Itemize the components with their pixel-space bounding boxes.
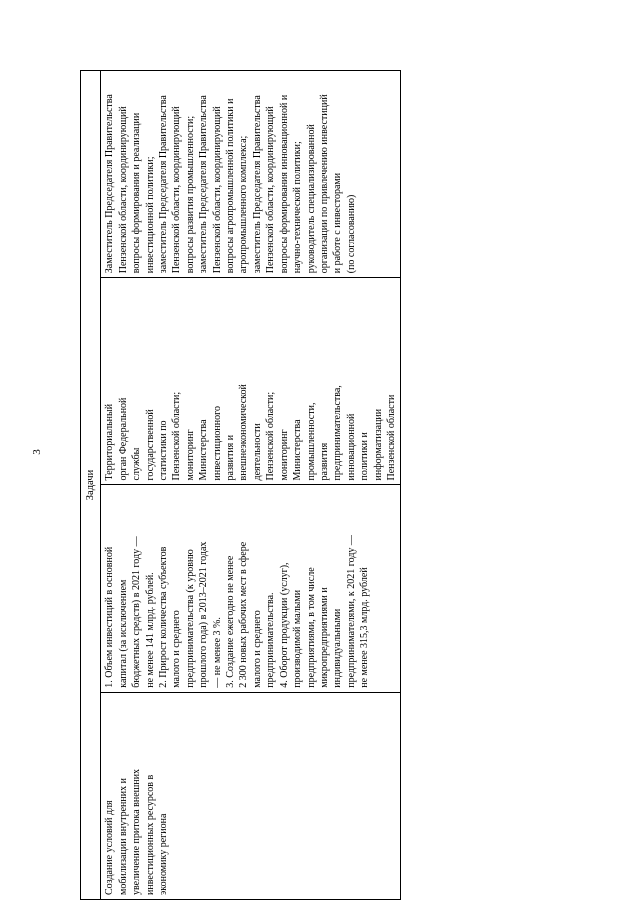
text-line: Пензенской области;: [171, 391, 183, 481]
text-line: деятельности: [251, 423, 263, 481]
text-line: мобилизации внутренних и: [117, 778, 129, 895]
text-line: (по согласованию): [345, 194, 357, 274]
tasks-table: [80, 70, 401, 900]
text-line: инвестиционных ресурсов в: [144, 774, 156, 895]
text-line: Пензенской области, координирующий: [265, 106, 277, 274]
text-line: Министерства: [198, 419, 210, 481]
text-line: инвестиционного: [211, 406, 223, 481]
text-line: микропредприятиями и: [318, 587, 330, 688]
text-line: Территориальный: [104, 403, 116, 481]
rotated-table-wrapper: [80, 70, 460, 900]
text-line: научно-технической политики;: [292, 141, 304, 274]
text-line: мониторинг: [184, 429, 196, 481]
text-line: вопросы формирования инновационной и: [278, 94, 290, 274]
text-line: 3. Создание ежегодно не менее: [225, 555, 237, 688]
text-line: 4. Оборот продукции (услуг),: [278, 562, 290, 688]
text-line: капитал (за исключением: [117, 579, 129, 688]
text-line: информатизации: [372, 408, 384, 481]
text-line: предпринимательства (к уровню: [184, 549, 196, 688]
table-header-cell: Задачи: [81, 71, 101, 900]
text-line: производимой малыми: [292, 589, 304, 688]
indicators-cell: [101, 485, 401, 692]
text-line: предпринимательства.: [265, 592, 277, 688]
text-line: 2 300 новых рабочих мест в сфере: [238, 541, 250, 688]
text-line: Пензенской области;: [265, 391, 277, 481]
text-line: не менее 315,3 млрд. рублей: [359, 567, 371, 688]
text-line: инвестиционной политики;: [144, 156, 156, 274]
text-line: статистики по: [158, 420, 170, 481]
page-number: 3: [31, 449, 43, 455]
text-line: 2. Прирост количества субъектов: [158, 546, 170, 688]
text-line: вопросы развития промышленности;: [184, 115, 196, 274]
text-line: малого и среднего: [251, 610, 263, 688]
task-cell: [101, 692, 401, 899]
text-line: Создание условий для: [104, 800, 116, 895]
monitoring-cell: [101, 278, 401, 485]
text-line: развития и: [225, 434, 237, 481]
text-line: вопросы агропромышленной политики и: [225, 98, 237, 274]
text-line: предпринимательства,: [332, 385, 344, 481]
text-line: службы: [131, 447, 143, 481]
text-line: Заместитель Председателя Правительства: [104, 94, 116, 274]
text-line: экономику региона: [158, 813, 170, 895]
text-line: развития: [318, 442, 330, 481]
text-line: бюджетных средств) в 2021 году —: [131, 536, 143, 688]
text-line: мониторинг: [278, 429, 290, 481]
text-line: Пензенской области: [385, 394, 397, 481]
text-line: не менее 141 млрд. рублей.: [144, 572, 156, 688]
text-line: Пензенской области, координирующий: [171, 106, 183, 274]
text-line: предприятиями, в том числе: [305, 567, 317, 688]
text-line: увеличение притока внешних: [131, 768, 143, 895]
text-line: прошлого года) в 2013–2021 годах: [198, 541, 210, 688]
text-line: заместитель Председателя Правительства: [198, 95, 210, 274]
table-row: [101, 71, 401, 900]
text-line: индивидуальными: [332, 608, 344, 688]
text-line: промышленности,: [305, 402, 317, 481]
text-line: организации по привлечению инвестиций: [318, 94, 330, 274]
text-line: и работе с инвесторами: [332, 172, 344, 274]
text-line: государственной: [144, 409, 156, 481]
text-line: Пензенской области, координирующий: [117, 106, 129, 274]
text-line: — не менее 3 %.: [211, 617, 223, 688]
text-line: инновационной: [345, 413, 357, 481]
text-line: внешнеэкономической: [238, 384, 250, 481]
text-line: 1. Объем инвестиций в основной: [104, 546, 116, 688]
text-line: вопросы формирования и реализации: [131, 112, 143, 274]
responsible-cell: [101, 71, 401, 278]
text-line: заместитель Председателя Правительства: [251, 95, 263, 274]
text-line: заместитель Председателя Правительства: [158, 95, 170, 274]
text-line: малого и среднего: [171, 610, 183, 688]
text-line: орган Федеральной: [117, 397, 129, 481]
text-line: Министерства: [292, 419, 304, 481]
table-header-row: [81, 71, 101, 900]
text-line: политики и: [359, 432, 371, 481]
text-line: агропромышленного комплекса;: [238, 135, 250, 274]
text-line: руководитель специализированной: [305, 124, 317, 274]
text-line: предпринимателями, к 2021 году —: [345, 535, 357, 688]
text-line: Пензенской области, координирующий: [211, 106, 223, 274]
